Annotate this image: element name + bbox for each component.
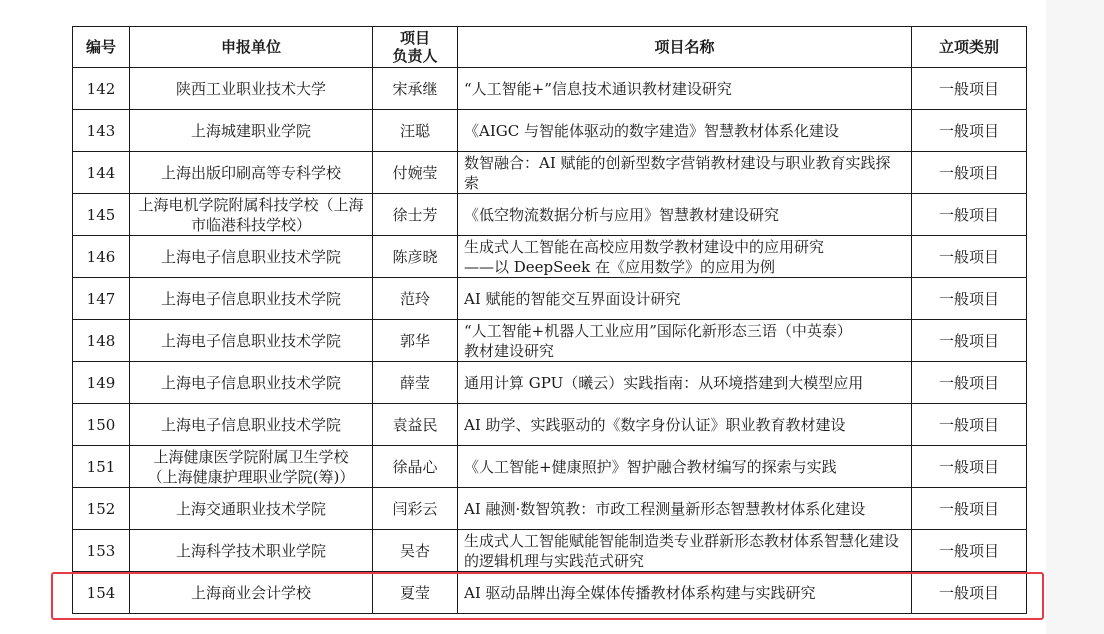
- cell-leader: 徐士芳: [373, 194, 458, 236]
- cell-project-name: AI 赋能的智能交互界面设计研究: [458, 278, 912, 320]
- table-row: [73, 194, 1027, 236]
- table-row: [73, 446, 1027, 488]
- cell-number: 149: [73, 362, 130, 404]
- cell-unit: 上海电子信息职业技术学院: [130, 278, 373, 320]
- cell-project-name: 《低空物流数据分析与应用》智慧教材建设研究: [458, 194, 912, 236]
- cell-leader: 付婉莹: [373, 152, 458, 194]
- cell-leader: 郭华: [373, 320, 458, 362]
- cell-category: 一般项目: [912, 446, 1027, 488]
- cell-unit: 上海健康医学院附属卫生学校 （上海健康护理职业学院(筹)）: [130, 446, 373, 488]
- cell-leader: 夏莹: [373, 572, 458, 614]
- cell-unit: 上海交通职业技术学院: [130, 488, 373, 530]
- cell-leader: 薛莹: [373, 362, 458, 404]
- cell-number: 148: [73, 320, 130, 362]
- cell-category: 一般项目: [912, 68, 1027, 110]
- cell-leader: 吴杏: [373, 530, 458, 572]
- cell-number: 145: [73, 194, 130, 236]
- table-header-row: [73, 27, 1027, 68]
- cell-unit: 上海电子信息职业技术学院: [130, 362, 373, 404]
- cell-leader: 闫彩云: [373, 488, 458, 530]
- cell-number: 144: [73, 152, 130, 194]
- cell-project-name: AI 驱动品牌出海全媒体传播教材体系构建与实践研究: [458, 572, 912, 614]
- cell-category: 一般项目: [912, 110, 1027, 152]
- table-body: [73, 68, 1027, 614]
- cell-unit: 上海电子信息职业技术学院: [130, 236, 373, 278]
- cell-number: 143: [73, 110, 130, 152]
- cell-number: 147: [73, 278, 130, 320]
- cell-number: 146: [73, 236, 130, 278]
- header-category: 立项类别: [912, 27, 1027, 68]
- header-name: 项目名称: [458, 27, 912, 68]
- table-row: [73, 362, 1027, 404]
- cell-number: 142: [73, 68, 130, 110]
- cell-number: 153: [73, 530, 130, 572]
- table-row: [73, 278, 1027, 320]
- cell-category: 一般项目: [912, 152, 1027, 194]
- table-row: [73, 572, 1027, 614]
- cell-number: 152: [73, 488, 130, 530]
- table-row: [73, 320, 1027, 362]
- cell-unit: 上海电子信息职业技术学院: [130, 320, 373, 362]
- table-row: [73, 530, 1027, 572]
- cell-unit: 陕西工业职业技术大学: [130, 68, 373, 110]
- cell-category: 一般项目: [912, 320, 1027, 362]
- cell-leader: 汪聪: [373, 110, 458, 152]
- cell-number: 151: [73, 446, 130, 488]
- header-leader: 项目 负责人: [373, 27, 458, 68]
- table-row: [73, 68, 1027, 110]
- header-unit: 申报单位: [130, 27, 373, 68]
- cell-project-name: 生成式人工智能赋能智能制造类专业群新形态教材体系智慧化建设的逻辑机理与实践范式研究: [458, 530, 912, 572]
- cell-leader: 范玲: [373, 278, 458, 320]
- cell-category: 一般项目: [912, 236, 1027, 278]
- cell-unit: 上海电机学院附属科技学校（上海市临港科技学校）: [130, 194, 373, 236]
- table-row: [73, 488, 1027, 530]
- cell-unit: 上海科学技术职业学院: [130, 530, 373, 572]
- cell-category: 一般项目: [912, 572, 1027, 614]
- cell-project-name: 通用计算 GPU（曦云）实践指南：从环境搭建到大模型应用: [458, 362, 912, 404]
- cell-leader: 陈彦晓: [373, 236, 458, 278]
- cell-leader: 宋承继: [373, 68, 458, 110]
- cell-category: 一般项目: [912, 530, 1027, 572]
- cell-unit: 上海电子信息职业技术学院: [130, 404, 373, 446]
- cell-number: 154: [73, 572, 130, 614]
- table-row: [73, 152, 1027, 194]
- table-row: [73, 404, 1027, 446]
- cell-category: 一般项目: [912, 194, 1027, 236]
- cell-unit: 上海商业会计学校: [130, 572, 373, 614]
- header-number: 编号: [73, 27, 130, 68]
- cell-unit: 上海出版印刷高等专科学校: [130, 152, 373, 194]
- cell-project-name: AI 助学、实践驱动的《数字身份认证》职业教育教材建设: [458, 404, 912, 446]
- cell-unit: 上海城建职业学院: [130, 110, 373, 152]
- cell-category: 一般项目: [912, 362, 1027, 404]
- cell-project-name: “人工智能+机器人工业应用”国际化新形态三语（中英泰） 教材建设研究: [458, 320, 912, 362]
- cell-project-name: 《AIGC 与智能体驱动的数字建造》智慧教材体系化建设: [458, 110, 912, 152]
- cell-category: 一般项目: [912, 488, 1027, 530]
- cell-project-name: “人工智能+”信息技术通识教材建设研究: [458, 68, 912, 110]
- cell-leader: 徐晶心: [373, 446, 458, 488]
- cell-project-name: 《人工智能+健康照护》智护融合教材编写的探索与实践: [458, 446, 912, 488]
- table-row: [73, 110, 1027, 152]
- project-table: [72, 26, 1027, 614]
- cell-project-name: AI 融测·数智筑教：市政工程测量新形态智慧教材体系化建设: [458, 488, 912, 530]
- cell-number: 150: [73, 404, 130, 446]
- viewer-gutter: [1046, 0, 1104, 634]
- cell-category: 一般项目: [912, 278, 1027, 320]
- cell-project-name: 生成式人工智能在高校应用数学教材建设中的应用研究 ——以 DeepSeek 在《应用数学》的应用为例: [458, 236, 912, 278]
- cell-project-name: 数智融合：AI 赋能的创新型数字营销教材建设与职业教育实践探索: [458, 152, 912, 194]
- table-row: [73, 236, 1027, 278]
- cell-leader: 袁益民: [373, 404, 458, 446]
- cell-category: 一般项目: [912, 404, 1027, 446]
